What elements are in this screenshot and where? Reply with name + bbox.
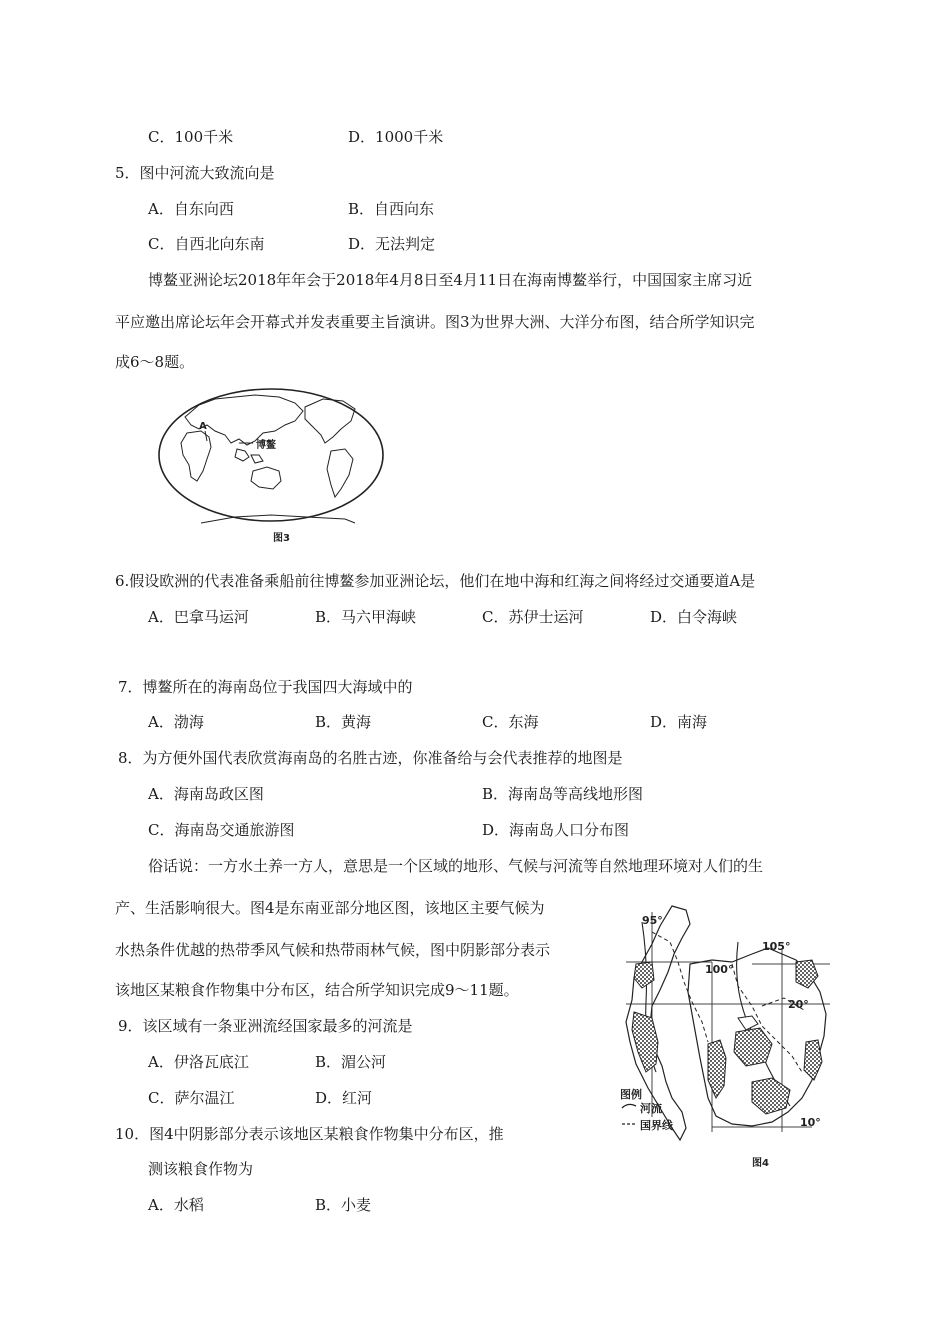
fig4-legend-border: 国界线 xyxy=(640,1119,673,1132)
fig4-legend-title: 图例 xyxy=(620,1088,642,1101)
q8-option-b: B．海南岛等高线地形图 xyxy=(482,785,644,803)
q6-option-d: D．白令海峡 xyxy=(650,608,738,626)
passage2-line1: 俗话说：一方水土养一方人，意思是一个区域的地形、气候与河流等自然地理环境对人们的生 xyxy=(148,857,764,875)
passage1-line1: 博鳌亚洲论坛2018年年会于2018年4月8日至4月11日在海南博鳌举行，中国国家主席习近 xyxy=(148,271,753,289)
fig4-caption: 图4 xyxy=(752,1158,769,1169)
fig4-lon-95: 95° xyxy=(642,914,663,927)
q10-stem: 10．图4中阴影部分表示该地区某粮食作物集中分布区，推 xyxy=(115,1125,504,1143)
fig3-label-boao: 博鳌 xyxy=(256,440,276,451)
q6-option-a: A．巴拿马运河 xyxy=(148,608,249,626)
fig4-lat-20: 20° xyxy=(788,998,809,1011)
fig3-label-a: A xyxy=(199,421,207,432)
figure-3-world-map xyxy=(155,385,387,543)
passage1-line2: 平应邀出席论坛年会开幕式并发表重要主旨演讲。图3为世界大洲、大洋分布图，结合所学知识完 xyxy=(115,313,755,331)
q5-option-d: D．无法判定 xyxy=(348,235,436,253)
passage2-line2: 产、生活影响很大。图4是东南亚部分地区图，该地区主要气候为 xyxy=(115,899,545,917)
q5-option-a: A．自东向西 xyxy=(148,200,234,218)
q5-option-c: C．自西北向东南 xyxy=(148,235,265,253)
q9-option-d: D．红河 xyxy=(315,1089,373,1107)
q9-option-c: C．萨尔温江 xyxy=(148,1089,235,1107)
q9-option-a: A．伊洛瓦底江 xyxy=(148,1053,249,1071)
passage2-line4: 该地区某粮食作物集中分布区，结合所学知识完成9～11题。 xyxy=(115,981,519,999)
passage1-line3: 成6～8题。 xyxy=(115,353,195,371)
q8-option-d: D．海南岛人口分布图 xyxy=(482,821,630,839)
fig3-caption: 图3 xyxy=(273,533,290,544)
q5-stem: 5．图中河流大致流向是 xyxy=(115,164,275,182)
fig4-lat-10: 10° xyxy=(800,1116,821,1129)
q8-option-c: C．海南岛交通旅游图 xyxy=(148,821,295,839)
q5-option-b: B．自西向东 xyxy=(348,200,435,218)
q6-option-b: B．马六甲海峡 xyxy=(315,608,417,626)
q4-option-c: C．100千米 xyxy=(148,128,234,146)
q10-option-a: A．水稻 xyxy=(148,1196,204,1214)
passage2-line3: 水热条件优越的热带季风气候和热带雨林气候，图中阴影部分表示 xyxy=(115,941,551,959)
q7-option-a: A．渤海 xyxy=(148,713,204,731)
q8-option-a: A．海南岛政区图 xyxy=(148,785,264,803)
q7-stem: 7．博鳌所在的海南岛位于我国四大海域中的 xyxy=(118,678,413,696)
q7-option-c: C．东海 xyxy=(482,713,539,731)
q10-stem-continued: 测该粮食作物为 xyxy=(148,1160,254,1178)
q6-option-c: C．苏伊士运河 xyxy=(482,608,584,626)
q9-stem: 9．该区域有一条亚洲流经国家最多的河流是 xyxy=(118,1017,413,1035)
figure-4-southeast-asia-map xyxy=(612,902,847,1174)
fig4-lon-100: 100° xyxy=(705,963,734,976)
q7-option-b: B．黄海 xyxy=(315,713,372,731)
q8-stem: 8．为方便外国代表欣赏海南岛的名胜古迹，你准备给与会代表推荐的地图是 xyxy=(118,749,623,767)
q6-stem: 6.假设欧洲的代表准备乘船前往博鳌参加亚洲论坛，他们在地中海和红海之间将经过交通要道A是 xyxy=(115,572,756,590)
q4-option-d: D．1000千米 xyxy=(348,128,444,146)
q7-option-d: D．南海 xyxy=(650,713,708,731)
q10-option-b: B．小麦 xyxy=(315,1196,372,1214)
q9-option-b: B．湄公河 xyxy=(315,1053,387,1071)
fig4-lon-105: 105° xyxy=(762,940,791,953)
fig4-legend-river: 河流 xyxy=(640,1102,662,1115)
